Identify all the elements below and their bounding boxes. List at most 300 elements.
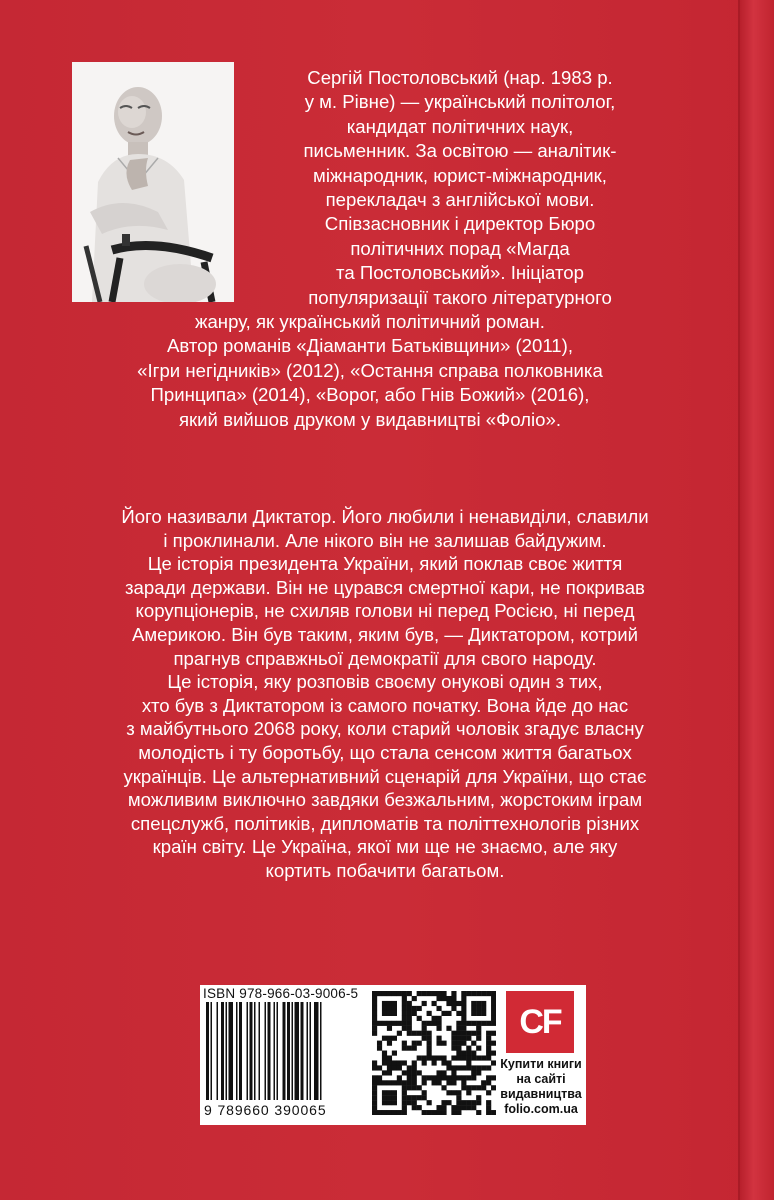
qr-module (451, 1031, 456, 1036)
qr-module (422, 1036, 427, 1041)
qr-module (432, 1016, 437, 1021)
qr-module (456, 1051, 461, 1056)
qr-module (412, 996, 417, 1001)
qr-module (461, 1031, 466, 1036)
qr-module (392, 1080, 397, 1085)
qr-module (481, 1021, 486, 1026)
qr-module (427, 1046, 432, 1051)
barcode-bar (301, 1002, 304, 1100)
barcode-bar (283, 1002, 286, 1100)
qr-module (476, 1006, 481, 1011)
qr-module (491, 996, 496, 1001)
qr-module (392, 1006, 397, 1011)
qr-module (432, 1001, 437, 1006)
qr-module (402, 1041, 407, 1046)
qr-module (407, 1031, 412, 1036)
qr-module (412, 1105, 417, 1110)
qr-module (456, 1031, 461, 1036)
qr-module (382, 991, 387, 996)
qr-module (427, 1031, 432, 1036)
blurb-line: Америкою. Він був таким, яким був, — Диктатором, котрий (131, 623, 638, 645)
qr-module (456, 1065, 461, 1070)
qr-module (446, 1090, 451, 1095)
qr-module (407, 1021, 412, 1026)
qr-module (486, 1051, 491, 1056)
qr-module (392, 1021, 397, 1026)
qr-module (441, 1011, 446, 1016)
qr-module (412, 1011, 417, 1016)
qr-module (476, 1021, 481, 1026)
qr-module (491, 1051, 496, 1056)
barcode-bar (295, 1002, 300, 1100)
barcode-bar (254, 1002, 256, 1100)
qr-module (471, 1100, 476, 1105)
qr-module (466, 1105, 471, 1110)
blurb-line: Це історія президента України, який поклав своє життя (147, 553, 623, 575)
qr-module (387, 1090, 392, 1095)
bio-line: кандидат політичних наук, (346, 115, 574, 137)
qr-module (486, 1041, 491, 1046)
qr-module (402, 1105, 407, 1110)
qr-module (377, 1021, 382, 1026)
qr-module (481, 1065, 486, 1070)
qr-module (427, 1041, 432, 1046)
qr-module (402, 1090, 407, 1095)
qr-module (392, 1060, 397, 1065)
qr-module (441, 1085, 446, 1090)
qr-module (387, 1006, 392, 1011)
qr-module (372, 1110, 377, 1115)
qr-module (387, 1021, 392, 1026)
qr-module (476, 1085, 481, 1090)
qr-module (427, 1110, 432, 1115)
qr-module (471, 1006, 476, 1011)
qr-module (422, 991, 427, 996)
qr-module (436, 1041, 441, 1046)
qr-module (392, 1095, 397, 1100)
qr-module (432, 1080, 437, 1085)
blurb-line: країн світу. Це Україна, якої ми ще не знаємо, але яку (152, 836, 618, 858)
qr-module (402, 1095, 407, 1100)
qr-module (407, 1075, 412, 1080)
qr-module (402, 991, 407, 996)
barcode-bar (236, 1002, 238, 1100)
qr-module (377, 1065, 382, 1070)
qr-module (412, 1046, 417, 1051)
qr-module (412, 1075, 417, 1080)
qr-module (461, 991, 466, 996)
qr-module (491, 1011, 496, 1016)
qr-module (372, 1095, 377, 1100)
qr-module (461, 1041, 466, 1046)
qr-module (372, 1090, 377, 1095)
qr-module (451, 1006, 456, 1011)
blurb-line: хто був з Диктатором із самого початку. Вона йде до нас (141, 694, 629, 716)
qr-module (491, 1001, 496, 1006)
qr-module (436, 1080, 441, 1085)
barcode-bar (268, 1002, 271, 1100)
qr-module (491, 1060, 496, 1065)
qr-module (422, 1001, 427, 1006)
qr-module (486, 1110, 491, 1115)
bio-line: політичних порад «Магда (350, 237, 570, 259)
qr-module (476, 1095, 481, 1100)
publisher-logo-text: CF (519, 1003, 561, 1041)
qr-module (456, 1026, 461, 1031)
blurb-line: можливим виключно завдяки безжальним, жорстоким іграм (127, 789, 643, 811)
qr-module (466, 1100, 471, 1105)
qr-module (397, 1065, 402, 1070)
barcode-bar (274, 1002, 276, 1100)
qr-module (471, 1085, 476, 1090)
qr-module (377, 1046, 382, 1051)
qr-module (412, 1006, 417, 1011)
qr-code[interactable] (372, 991, 496, 1115)
qr-module (491, 1016, 496, 1021)
qr-module (486, 991, 491, 996)
qr-module (372, 1016, 377, 1021)
qr-module (486, 1036, 491, 1041)
qr-module (392, 1051, 397, 1056)
qr-module (397, 1060, 402, 1065)
qr-module (476, 1031, 481, 1036)
qr-module (436, 1021, 441, 1026)
qr-module (402, 1080, 407, 1085)
barcode-bar (292, 1002, 294, 1100)
qr-module (451, 1070, 456, 1075)
qr-module (446, 1001, 451, 1006)
barcode-bar (217, 1002, 219, 1100)
qr-module (471, 1001, 476, 1006)
qr-module (402, 1026, 407, 1031)
blurb-line: Його називали Диктатор. Його любили і ненавиділи, славили (121, 506, 649, 527)
qr-module (476, 1070, 481, 1075)
qr-module (387, 1036, 392, 1041)
qr-module (372, 1065, 377, 1070)
buy-line: на сайті (516, 1072, 566, 1086)
barcode-bar (310, 1002, 312, 1100)
bio-line: письменник. За освітою — аналітик- (303, 140, 617, 162)
qr-module (432, 991, 437, 996)
barcode-bar (211, 1002, 213, 1100)
qr-module (451, 1080, 456, 1085)
bio-line: жанру, як український політичний роман. (195, 311, 545, 333)
qr-module (392, 1036, 397, 1041)
qr-module (441, 991, 446, 996)
qr-module (456, 1110, 461, 1115)
qr-module (372, 1006, 377, 1011)
qr-module (456, 1095, 461, 1100)
qr-module (456, 1021, 461, 1026)
qr-module (387, 1041, 392, 1046)
qr-module (407, 1001, 412, 1006)
qr-module (402, 1046, 407, 1051)
qr-module (441, 1105, 446, 1110)
qr-module (451, 1036, 456, 1041)
qr-module (471, 991, 476, 996)
qr-module (461, 996, 466, 1001)
qr-module (486, 1065, 491, 1070)
qr-module (476, 1065, 481, 1070)
qr-module (461, 1036, 466, 1041)
qr-module (441, 1070, 446, 1075)
qr-module (417, 1085, 422, 1090)
isbn-label: ISBN 978-966-03-9006-5 (203, 986, 359, 1001)
qr-module (402, 1110, 407, 1115)
qr-module (476, 1100, 481, 1105)
bio-line: популяризації такого літературного (308, 286, 612, 308)
bio-line: та Постоловський». Ініціатор (336, 262, 584, 284)
barcode-bar (320, 1002, 322, 1100)
qr-module (417, 1105, 422, 1110)
publisher-logo (506, 991, 574, 1053)
qr-module (476, 1011, 481, 1016)
qr-module (436, 1070, 441, 1075)
qr-module (456, 1090, 461, 1095)
qr-module (397, 1075, 402, 1080)
barcode-bar (265, 1002, 267, 1100)
barcode-number: 9 789660 390065 (204, 1102, 327, 1118)
buy-online-note (500, 1057, 582, 1117)
qr-module (392, 1011, 397, 1016)
qr-module (451, 1041, 456, 1046)
barcode-bar (239, 1002, 242, 1100)
qr-module (441, 1041, 446, 1046)
qr-module (471, 1021, 476, 1026)
qr-module (397, 1110, 402, 1115)
qr-module (441, 996, 446, 1001)
qr-module (476, 1026, 481, 1031)
qr-module (372, 1085, 377, 1090)
qr-module (402, 1016, 407, 1021)
qr-module (471, 1065, 476, 1070)
bio-line: Автор романів «Діаманти Батьківщини» (2011), (166, 335, 573, 357)
qr-module (397, 1021, 402, 1026)
blurb-line: Це історія, яку розповів своєму онукові один з тих, (167, 671, 603, 693)
qr-module (476, 1055, 481, 1060)
qr-module (382, 1036, 387, 1041)
barcode-bar (259, 1002, 261, 1100)
qr-module (407, 1085, 412, 1090)
qr-module (397, 1080, 402, 1085)
qr-module (407, 1016, 412, 1021)
qr-module (451, 1065, 456, 1070)
barcode-bar (247, 1002, 249, 1100)
qr-module (417, 1006, 422, 1011)
qr-module (402, 996, 407, 1001)
qr-module (372, 1105, 377, 1110)
qr-module (436, 996, 441, 1001)
qr-module (471, 1031, 476, 1036)
qr-module (481, 1011, 486, 1016)
qr-module (382, 1021, 387, 1026)
qr-module (461, 1075, 466, 1080)
qr-module (392, 1001, 397, 1006)
qr-module (481, 1085, 486, 1090)
qr-module (412, 1041, 417, 1046)
qr-module (407, 1070, 412, 1075)
qr-module (461, 1055, 466, 1060)
qr-module (372, 1080, 377, 1085)
qr-module (436, 1105, 441, 1110)
qr-module (461, 1100, 466, 1105)
qr-module (377, 1080, 382, 1085)
qr-module (412, 1080, 417, 1085)
qr-module (471, 1105, 476, 1110)
qr-module (486, 1046, 491, 1051)
qr-module (446, 1026, 451, 1031)
qr-module (407, 1100, 412, 1105)
qr-module (441, 1110, 446, 1115)
qr-module (402, 1060, 407, 1065)
qr-module (407, 1011, 412, 1016)
qr-module (402, 1085, 407, 1090)
qr-module (466, 1036, 471, 1041)
qr-module (382, 1110, 387, 1115)
blurb-line: і проклинали. Але нікого він не залишав байдужим. (163, 529, 607, 551)
buy-line: видавництва (500, 1087, 582, 1101)
qr-module (491, 1085, 496, 1090)
qr-module (427, 1011, 432, 1016)
qr-module (456, 1041, 461, 1046)
barcode-bar (307, 1002, 309, 1100)
blurb-line: заради держави. Він не цурався смертної кари, не покривав (125, 576, 645, 598)
qr-module (456, 1055, 461, 1060)
qr-module (392, 1090, 397, 1095)
qr-module (432, 1060, 437, 1065)
bio-line: у м. Рівне) — український політолог, (304, 91, 616, 113)
qr-module (427, 991, 432, 996)
qr-module (486, 1021, 491, 1026)
qr-module (422, 1075, 427, 1080)
qr-module (417, 1041, 422, 1046)
qr-module (451, 1105, 456, 1110)
qr-module (481, 1055, 486, 1060)
qr-module (432, 1021, 437, 1026)
qr-module (372, 991, 377, 996)
qr-module (486, 1031, 491, 1036)
qr-module (387, 1055, 392, 1060)
qr-module (422, 1031, 427, 1036)
qr-module (471, 1055, 476, 1060)
barcode-image (204, 1002, 364, 1102)
qr-module (417, 1095, 422, 1100)
qr-module (412, 1100, 417, 1105)
qr-module (372, 1060, 377, 1065)
spine-edge (738, 0, 774, 1200)
qr-module (461, 1080, 466, 1085)
qr-module (481, 1001, 486, 1006)
qr-module (446, 996, 451, 1001)
qr-module (451, 991, 456, 996)
qr-module (387, 1100, 392, 1105)
qr-module (451, 1046, 456, 1051)
qr-module (397, 991, 402, 996)
qr-module (417, 1055, 422, 1060)
barcode-bar (287, 1002, 290, 1100)
qr-module (491, 1110, 496, 1115)
qr-module (471, 1070, 476, 1075)
qr-module (432, 1110, 437, 1115)
barcode-bar (221, 1002, 224, 1100)
qr-module (432, 1075, 437, 1080)
qr-module (432, 1055, 437, 1060)
qr-module (402, 1100, 407, 1105)
qr-module (382, 1051, 387, 1056)
qr-module (451, 996, 456, 1001)
qr-module (436, 1016, 441, 1021)
qr-module (387, 1095, 392, 1100)
barcode-bar (206, 1002, 209, 1100)
qr-module (456, 1100, 461, 1105)
qr-module (471, 1075, 476, 1080)
qr-module (446, 1100, 451, 1105)
qr-module (461, 1051, 466, 1056)
qr-module (451, 1075, 456, 1080)
qr-module (392, 1110, 397, 1115)
qr-module (446, 1075, 451, 1080)
qr-module (486, 1075, 491, 1080)
qr-module (422, 1026, 427, 1031)
qr-module (422, 1055, 427, 1060)
qr-module (387, 1065, 392, 1070)
barcode-bar (277, 1002, 279, 1100)
qr-module (461, 1006, 466, 1011)
qr-module (436, 1006, 441, 1011)
qr-module (441, 1075, 446, 1080)
qr-module (466, 1060, 471, 1065)
qr-module (461, 1026, 466, 1031)
qr-module (387, 991, 392, 996)
qr-module (382, 1006, 387, 1011)
qr-module (436, 1026, 441, 1031)
qr-module (372, 1021, 377, 1026)
qr-module (461, 1065, 466, 1070)
qr-module (461, 1105, 466, 1110)
qr-module (412, 1085, 417, 1090)
qr-module (382, 1001, 387, 1006)
qr-module (407, 1046, 412, 1051)
qr-module (377, 1075, 382, 1080)
qr-module (407, 1065, 412, 1070)
qr-module (372, 1026, 377, 1031)
qr-module (466, 1051, 471, 1056)
qr-module (476, 1036, 481, 1041)
qr-module (481, 1080, 486, 1085)
qr-module (476, 1046, 481, 1051)
qr-module (417, 991, 422, 996)
qr-module (481, 991, 486, 996)
qr-module (466, 1075, 471, 1080)
qr-module (422, 1090, 427, 1095)
qr-module (491, 1041, 496, 1046)
qr-module (422, 1021, 427, 1026)
qr-module (476, 1001, 481, 1006)
qr-module (446, 1065, 451, 1070)
qr-module (412, 1070, 417, 1075)
qr-module (466, 1090, 471, 1095)
book-blurb (40, 505, 730, 883)
qr-module (377, 1041, 382, 1046)
qr-module (382, 1060, 387, 1065)
qr-module (422, 1080, 427, 1085)
qr-module (407, 991, 412, 996)
barcode-bar (226, 1002, 228, 1100)
qr-module (466, 1085, 471, 1090)
qr-module (377, 1110, 382, 1115)
bio-line: перекладач з англійської мови. (325, 189, 595, 211)
publisher-website-link[interactable]: folio.com.ua (504, 1102, 578, 1116)
